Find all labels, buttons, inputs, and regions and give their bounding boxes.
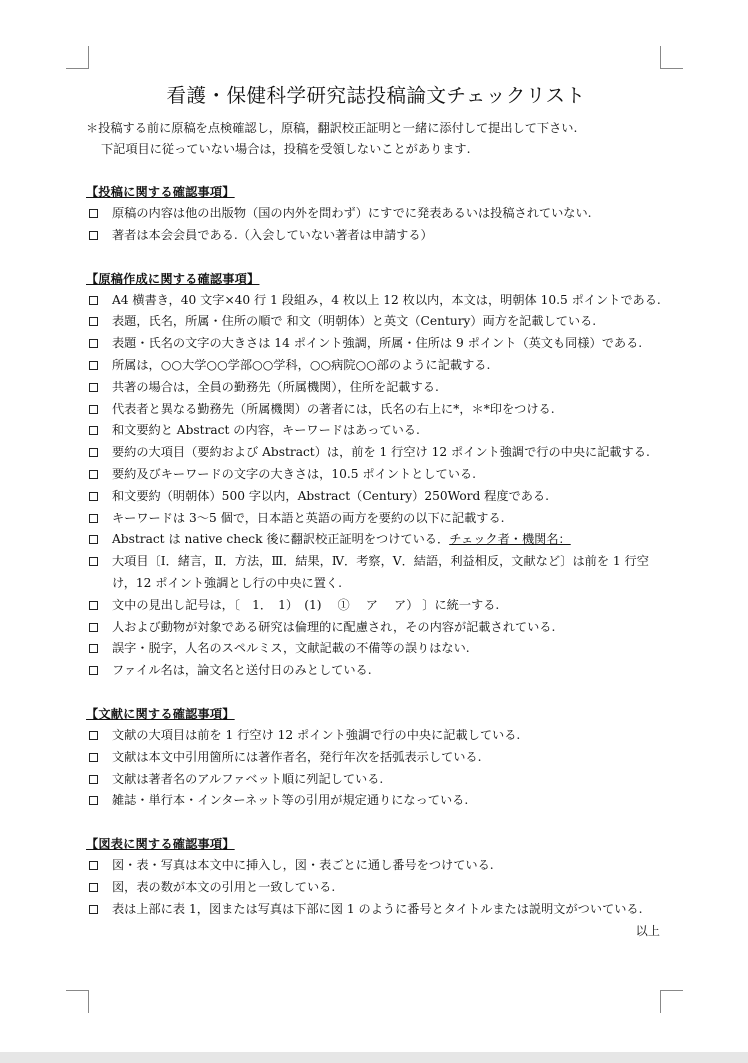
crop-mark-bottom-right [660,990,683,1013]
checklist-item: 表題，氏名，所属・住所の順で 和文（明朝体）と英文（Century）両方を記載している. [86,311,666,333]
checkbox[interactable] [89,623,98,632]
checklist-item: 要約の大項目（要約および Abstract）は，前を 1 行空け 12 ポイント強調で行の中央に記載する. [86,442,666,464]
checkbox[interactable] [89,339,98,348]
checkbox[interactable] [89,557,98,566]
checklist-item: 文献は本文中引用箇所には著作者名，発行年次を括弧表示している. [86,747,666,769]
checklist-item: 文献は著者名のアルファベット順に列記している. [86,769,666,791]
checkbox[interactable] [89,361,98,370]
intro-line-1: ＊投稿する前に原稿を点検確認し，原稿，翻訳校正証明と一緒に添付して提出して下さい. [86,121,578,135]
section-submission [86,182,666,247]
checkbox[interactable] [89,470,98,479]
signature-field[interactable]: チェック者・機関名： [449,532,571,547]
checklist-item: A4 横書き，40 文字×40 行 1 段組み，4 枚以上 12 枚以内，本文は，明朝体 10.5 ポイントである. [86,290,666,312]
checklist-item: 文献の大項目は前を 1 行空け 12 ポイント強調で行の中央に記載している. [86,725,666,747]
checkbox[interactable] [89,426,98,435]
checklist-item [86,529,666,551]
section-figures-tables [86,834,666,920]
checklist-item: 雑誌・単行本・インターネット等の引用が規定通りになっている. [86,790,666,812]
checklist-item: 所属は，○○大学○○学部○○学科，○○病院○○部のように記載する. [86,355,666,377]
checkbox[interactable] [89,796,98,805]
crop-mark-top-left [66,46,89,69]
checklist-item: 共著の場合は，全員の勤務先（所属機関），住所を記載する. [86,377,666,399]
checklist-item: 表は上部に表 1，図または写真は下部に図 1 のように番号とタイトルまたは説明文がついている. [86,899,666,921]
checklist-item: 要約及びキーワードの文字の大きさは，10.5 ポイントとしている. [86,464,666,486]
native-check-text: Abstract は native check 後に翻訳校正証明をつけている． [112,532,450,547]
checklist-item: ファイル名は，論文名と送付日のみとしている. [86,660,666,682]
checkbox[interactable] [89,535,98,544]
checkbox[interactable] [89,492,98,501]
checkbox[interactable] [89,448,98,457]
document-page [86,76,666,941]
checkbox[interactable] [89,601,98,610]
checkbox[interactable] [89,644,98,653]
section-heading: 【文献に関する確認事項】 [86,706,235,721]
section-references [86,704,666,812]
checkbox[interactable] [89,883,98,892]
checkbox[interactable] [89,861,98,870]
checkbox[interactable] [89,383,98,392]
intro-note [86,118,666,160]
page-bottom-strip [0,1052,748,1063]
checkbox[interactable] [89,317,98,326]
checkbox[interactable] [89,775,98,784]
page-title: 看護・保健科学研究誌投稿論文チェックリスト [166,84,586,107]
closing-mark: 以上 [635,923,660,938]
checklist-item: 和文要約（明朝体）500 字以内，Abstract（Century）250Word 程度である. [86,486,666,508]
checklist-item: 誤字・脱字，人名のスペルミス，文献記載の不備等の誤りはない. [86,638,666,660]
section-heading: 【図表に関する確認事項】 [86,837,235,852]
section-manuscript [86,269,666,682]
checklist-item: 表題・氏名の文字の大きさは 14 ポイント強調，所属・住所は 9 ポイント（英文も同様）である. [86,333,666,355]
checkbox[interactable] [89,731,98,740]
checkbox[interactable] [89,296,98,305]
checklist-item: 図・表・写真は本文中に挿入し，図・表ごとに通し番号をつけている. [86,855,666,877]
checkbox[interactable] [89,209,98,218]
crop-mark-top-right [660,46,683,69]
checkbox[interactable] [89,514,98,523]
checklist-item: 人および動物が対象である研究は倫理的に配慮され，その内容が記載されている. [86,617,666,639]
intro-line-2: 下記項目に従っていない場合は，投稿を受領しないことがあります. [101,142,471,156]
section-heading: 【投稿に関する確認事項】 [86,185,235,199]
crop-mark-bottom-left [66,990,89,1013]
checklist-item: 和文要約と Abstract の内容，キーワードはあっている. [86,420,666,442]
checklist-item: 図，表の数が本文の引用と一致している. [86,877,666,899]
checklist-item: 文中の見出し記号は，〔 1． 1） (1) ① ア ア） 〕に統一する. [86,595,666,617]
checkbox[interactable] [89,231,98,240]
section-heading: 【原稿作成に関する確認事項】 [86,271,260,286]
checkbox[interactable] [89,905,98,914]
checkbox[interactable] [89,405,98,414]
checklist-item: 原稿の内容は他の出版物（国の内外を問わず）にすでに発表あるいは投稿されていない. [86,203,666,225]
checklist-item: 著者は本会会員である.（入会していない著者は申請する） [86,225,666,247]
checklist-item: 代表者と異なる勤務先（所属機関）の著者には，氏名の右上に*，＊*印をつける. [86,399,666,421]
checkbox[interactable] [89,666,98,675]
checklist-item: 大項目〔Ⅰ．緒言，Ⅱ．方法，Ⅲ．結果，Ⅳ．考察，Ⅴ．結語，利益相反，文献など〕は前を 1 行空け，12 ポイント強調とし行の中央に置く. [86,551,666,595]
checklist-item: キーワードは 3～5 個で，日本語と英語の両方を要約の以下に記載する. [86,508,666,530]
checkbox[interactable] [89,753,98,762]
